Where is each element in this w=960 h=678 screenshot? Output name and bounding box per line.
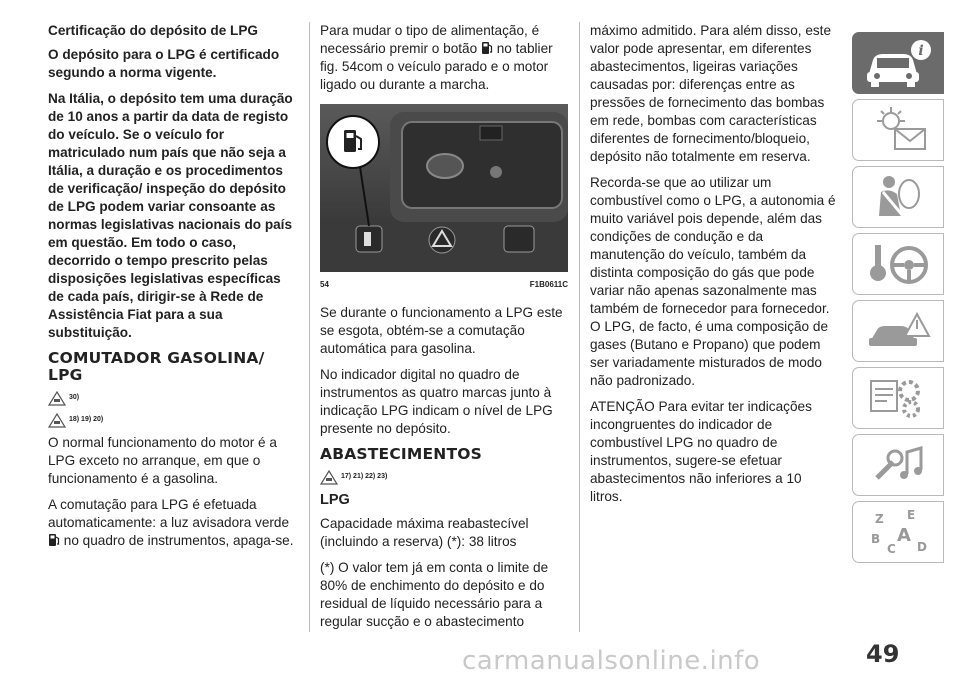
paragraph: Recorda-se que ao utilizar um combustível como o LPG, a autonomia é muito variável pois depende, além das condições de condução e da manutenção do veículo, também da distinta composição do gás que pode variar não apenas sazonalmente mas também de fornecedor para fornecedor. O LPG, de facto, é uma composição de gases (Butano e Propano) que podem ser variadamente misturados de modo não padronizado. [590, 175, 836, 388]
bold-paragraphs [48, 46, 296, 342]
tab-index[interactable] [852, 501, 944, 563]
section-title: COMUTADOR GASOLINA/ LPG [48, 349, 265, 384]
svg-text:C: C [887, 542, 896, 556]
tab-technical-data[interactable] [852, 434, 944, 496]
column-3 [590, 22, 836, 514]
warning-lights-icon [863, 105, 933, 155]
svg-text:i: i [918, 43, 924, 59]
subsection-title: LPG [320, 492, 350, 508]
dashboard-figure [320, 104, 568, 272]
warning-triangle-icon [48, 391, 66, 406]
paragraph: Se durante o funcionamento a LPG este se esgota, obtém-se a comutação automática para gasolina. [320, 305, 563, 356]
figure-code: F1B0611C [529, 280, 568, 289]
car-info-icon [859, 38, 937, 88]
gears-icon [863, 373, 933, 423]
fuel-pump-icon [481, 41, 493, 55]
page-number: 49 [866, 640, 900, 668]
warning-ref-text: 18) 19) 20) [69, 416, 104, 423]
paragraph: O normal funcionamento do motor é a LPG exceto no arranque, em que o funcionamento é a gasolina. [48, 435, 277, 486]
tab-emergency[interactable] [852, 300, 944, 362]
paragraph: Capacidade máxima reabastecível (incluindo a reserva) (*): 38 litros [320, 516, 529, 549]
warning-reference [48, 390, 296, 406]
svg-text:D: D [917, 540, 927, 554]
paragraph [48, 496, 296, 550]
bold-paragraph: Na Itália, o depósito tem uma duração de 10 anos a partir da data de registo do veículo. Se o veículo for matriculado num país que não seja a Itália, a duração e os procedimentos de verificação/ inspeção do depósito de LPG podem variar consoante as normas legislativas nacionais do país em questão. Em todo o caso, decorrido o tempo prescrito pelas disposições legislativas específicas de cada país, dirigir-se à Rede de Assistência Fiat para a sua substituição. [48, 91, 293, 340]
figure-caption [320, 276, 568, 294]
svg-text:E: E [907, 508, 916, 522]
watermark: carmanualsonline.info [462, 646, 761, 676]
column-divider [579, 22, 580, 632]
warning-reference [48, 412, 296, 428]
paragraph-text: Para mudar o tipo de alimentação, é necessário premir o botão [320, 23, 540, 56]
key-steering-icon [863, 239, 933, 289]
dashboard-photo [320, 104, 568, 272]
svg-text:B: B [871, 532, 881, 546]
column-1 [48, 22, 296, 558]
warning-ref-text: 30) [69, 394, 80, 401]
warning-triangle-icon [48, 413, 66, 428]
wrench-music-icon [863, 440, 933, 490]
paragraph-text: A comutação para LPG é efetuada automaticamente: a luz avisadora verde [48, 497, 290, 530]
fuel-pump-icon [48, 533, 60, 547]
column-divider [309, 22, 310, 632]
alphabet-index-icon [863, 507, 933, 557]
warning-ref-text: 17) 21) 22) 23) [341, 473, 388, 480]
paragraph: máximo admitido. Para além disso, este valor pode apresentar, em diferentes abastecimentos, ligeiras variações causadas por: diferenças entre as pressões de fornecimento das bombas em rede, bombas com características diferentes de fornecimento/bloqueio, depósito não totalmente em reserva. [590, 23, 832, 164]
tab-safety[interactable] [852, 166, 944, 228]
warning-reference [320, 469, 568, 485]
svg-text:A: A [897, 525, 911, 546]
bold-paragraph: O depósito para o LPG é certificado segundo a norma vigente. [48, 47, 280, 80]
section-title: ABASTECIMENTOS [320, 445, 482, 463]
paragraph-text: no tablier fig. 54com o veículo parado e o motor ligado ou durante a marcha. [320, 41, 553, 92]
tab-car-info[interactable] [852, 32, 944, 94]
airbag-seatbelt-icon [863, 172, 933, 222]
paragraph [320, 22, 568, 94]
svg-text:Z: Z [875, 512, 884, 526]
tab-lights-messages[interactable] [852, 99, 944, 161]
tab-starting-driving[interactable] [852, 233, 944, 295]
paragraph-text: no quadro de instrumentos, apaga-se. [63, 533, 294, 548]
paragraph: ATENÇÃO Para evitar ter indicações incongruentes do indicador de combustível LPG no quadro de instrumentos, sugere-se efetuar abastecimentos não inferiores a 10 litros. [590, 399, 812, 504]
column-2 [320, 22, 568, 639]
chapter-tabs [852, 32, 944, 568]
paragraph: (*) O valor tem já em conta o limite de 80% de enchimento do depósito e do residual de líquido necessário para a regular sucção e o abastecimento [320, 560, 549, 629]
emergency-icon [863, 306, 933, 356]
figure-number: 54 [320, 280, 329, 289]
warning-triangle-icon [320, 470, 338, 485]
section-subtitle: Certificação do depósito de LPG [48, 23, 258, 38]
paragraph: No indicador digital no quadro de instrumentos as quatro marcas junto à indicação LPG indicam o nível de LPG presente no depósito. [320, 367, 553, 436]
tab-maintenance[interactable] [852, 367, 944, 429]
